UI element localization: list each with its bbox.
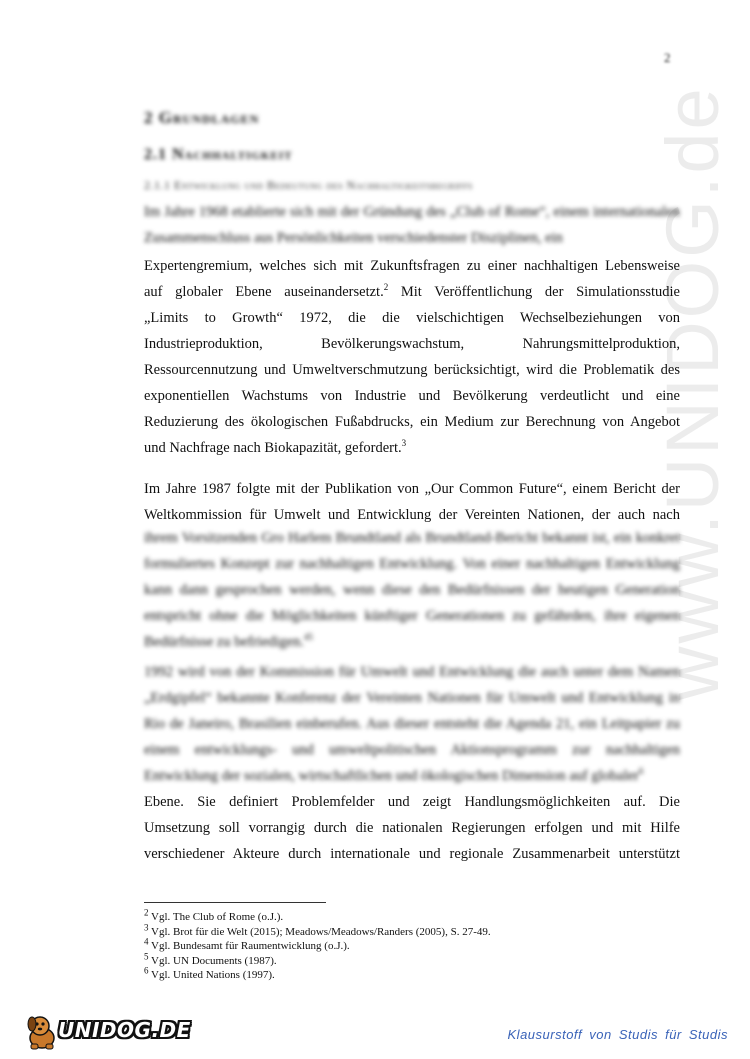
blurred-paragraph-3-text: 1992 wird von der Kommission für Umwelt und Entwicklung die auch unter dem Namen „Erdgipfel“ bekannte Konferenz der Vereinten Nationen für Umwelt und Entwicklung in Rio de Janeiro, Brasilien einberufen. Aus dieser entsteht die Agenda 21, ein Leitpapier zu einem entwicklungs- und umweltpolitischen Aktionsprogramm zur nachhaltigen Entwicklung der sozialen, wirtschaftlichen und ökologischen Dimension auf globaler: [144, 664, 680, 784]
footnote-number: 3: [144, 921, 149, 932]
blurred-paragraph-3: [144, 659, 680, 789]
paragraph-1-line: [144, 279, 680, 305]
paragraph-1-text: auf globaler Ebene auseinandersetzt.: [144, 284, 384, 300]
footnote-number: 2: [144, 907, 149, 918]
footnote: [144, 950, 491, 969]
paragraph-1-line: „Limits to Growth“ 1972, die die vielschichtigen Wechselbeziehungen von: [144, 310, 680, 326]
footnote-ref: 3: [401, 438, 407, 449]
paragraph-1: [144, 253, 680, 461]
footer-tagline: Klausurstoff von Studis für Studis: [507, 1027, 728, 1042]
paragraph-1-line: Reduzierung des ökologischen Fußabdrucks, ein Medium zur Berechnung von Angebot: [144, 414, 680, 430]
subsection-heading: 2.1.1 Entwicklung und Bedeutung des Nachhaltigkeitsbegriffs: [144, 178, 473, 192]
footnote-ref: 2: [383, 282, 389, 293]
paragraph-2-line: Weltkommission für Umwelt und Entwicklung der Vereinten Nationen, der auch nach: [144, 507, 680, 523]
paragraph-3-line: Umsetzung soll vorrangig durch die nationalen Regierungen erfolgen und mit Hilfe: [144, 820, 680, 836]
footnote-separator: [144, 902, 326, 903]
watermark: www.UNIDOG.de: [651, 85, 734, 700]
footnote-text: Vgl. Bundesamt für Raumentwicklung (o.J.).: [148, 940, 350, 952]
footnote: [144, 965, 491, 983]
footnote-ref: 4: [303, 632, 309, 643]
footnote-text: Vgl. The Club of Rome (o.J.).: [148, 911, 284, 923]
paragraph-2-line: Im Jahre 1987 folgte mit der Publikation von „Our Common Future“, einem Bericht der: [144, 481, 680, 497]
footnote: [144, 921, 491, 940]
paragraph-3: [144, 789, 680, 867]
logo-text: UNIDOG.DE: [58, 1018, 191, 1042]
paragraph-1-line: exponentiellen Wachstums von Industrie und Bevölkerung verdeutlicht und eine: [144, 388, 680, 404]
footnotes: [144, 907, 491, 983]
dog-mascot-icon: [22, 1014, 62, 1050]
footnote-number: 5: [144, 950, 149, 961]
paragraph-1-line: Ressourcennutzung und Umweltverschmutzung berücksichtigt, wird die Problematik des: [144, 362, 680, 378]
paragraph-3-line: Ebene. Sie definiert Problemfelder und zeigt Handlungsmöglichkeiten auf. Die: [144, 794, 680, 810]
footnote-number: 4: [144, 936, 149, 947]
footnote-number: 6: [144, 965, 149, 976]
paragraph-3-line: verschiedener Akteure durch internationale und regionale Zusammenarbeit unterstützt: [144, 846, 680, 862]
footnote-ref: 5: [308, 632, 313, 643]
paragraph-1-text: und Nachfrage nach Biokapazität, gefordert.: [144, 440, 402, 456]
section-heading: 2.1 Nachhaltigkeit: [144, 146, 293, 163]
blurred-paragraph-2-text: ihrem Vorsitzenden Gro Harlem Brundtland als Brundtland-Bericht bekannt ist, ein konkret formuliertes Konzept zur nachhaltigen Entwicklung. Von einer nachhaltigen Entwicklung kann dann gesprochen werden, wenn diese den Bedürfnissen der heutigen Generation entspricht ohne die Möglichkeiten künftiger Generationen zu gefährden, ihre eigenen Bedürfnisse zu befriedigen.: [144, 530, 680, 650]
footnote: [144, 936, 491, 954]
footnote-text: Vgl. Brot für die Welt (2015); Meadows/Meadows/Randers (2005), S. 27-49.: [148, 925, 491, 938]
blurred-paragraph-2: [144, 525, 680, 655]
footnote-ref: 6: [638, 766, 644, 777]
blurred-paragraph-1: Im Jahre 1968 etablierte sich mit der Gründung des „Club of Rome“, einem internationalen Zusammenschluss aus Persönlichkeiten verschiedenster Disziplinen, ein: [144, 204, 680, 246]
paragraph-1-text: Mit Veröffentlichung der Simulationsstudie: [388, 284, 680, 300]
paragraph-1-line: Expertengremium, welches sich mit Zukunftsfragen zu einer nachhaltigen Lebensweise: [144, 258, 680, 274]
chapter-heading: 2 Grundlagen: [144, 108, 260, 127]
footnote-text: Vgl. UN Documents (1987).: [148, 954, 277, 967]
page-number: 2: [664, 50, 671, 65]
footnote-text: Vgl. United Nations (1997).: [148, 969, 275, 981]
unidog-logo[interactable]: [22, 1014, 191, 1050]
paragraph-1-line: Industrieproduktion, Bevölkerungswachstum, Nahrungsmittelproduktion,: [144, 336, 680, 352]
paragraph-2: [144, 476, 680, 528]
footnote: [144, 907, 491, 925]
paragraph-1-line: [144, 435, 680, 461]
